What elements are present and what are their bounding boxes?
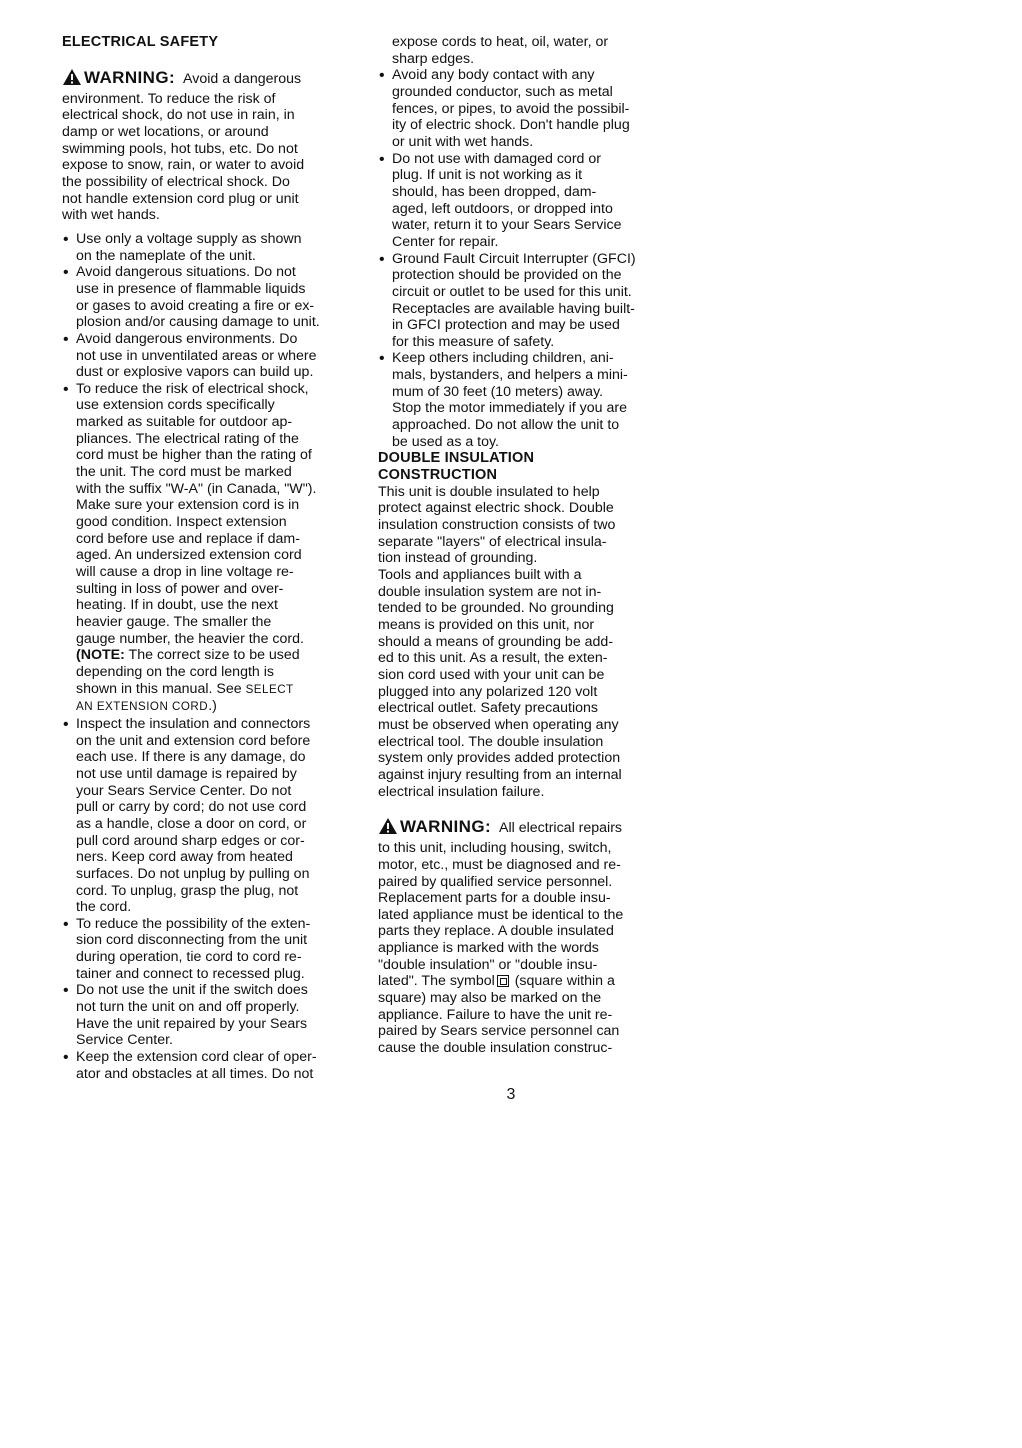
text-line: or gases to avoid creating a fire or ex- [76,297,315,314]
warning-triangle-icon [62,68,82,91]
text-line: Use only a voltage supply as shown [76,230,302,247]
text-line: with wet hands. [62,207,160,224]
text-line: Keep the extension cord clear of oper- [76,1049,317,1066]
text-line: This unit is double insulated to help [378,483,600,500]
text-line: To reduce the possibility of the exten- [76,915,311,932]
text-line: the cord. [76,899,132,916]
text-line: Do not use with damaged cord or [392,150,601,167]
text-line: parts they replace. A double insulated [378,923,614,940]
text-line: cord must be higher than the rating of [76,447,312,464]
warning-triangle-icon [378,817,398,840]
text-line: tainer and connect to recessed plug. [76,965,305,982]
note-close: .) [208,698,217,715]
text-line: system only provides added protection [378,750,621,767]
bullet-icon: • [379,67,385,85]
text-line: not turn the unit on and off properly. [76,999,300,1016]
bullet-icon: • [63,264,69,282]
text-line: circuit or outlet to be used for this unit. [392,283,632,300]
text-line: ator and obstacles at all times. Do not [76,1065,314,1082]
bullet-icon: • [63,715,69,733]
text-line: square) may also be marked on the [378,990,602,1007]
warning-label: WARNING: [400,817,492,837]
text-line: against injury resulting from an internal [378,766,622,783]
text-line: electrical tool. The double insulation [378,733,604,750]
text-line: tended to be grounded. No grounding [378,600,614,617]
text-line: be used as a toy. [392,433,500,450]
text-line: water, return it to your Sears Service [392,217,622,234]
bullet-item [62,1049,352,1082]
bullet-icon: • [63,230,69,248]
bullet-icon: • [379,250,385,268]
text-line: ners. Keep cord away from heated [76,849,293,866]
warning-body [378,840,670,1057]
bullet-item [378,251,670,351]
text-line: aged. An undersized extension cord [76,547,302,564]
text-line: pliances. The electrical rating of the [76,430,299,447]
text-line: should, has been dropped, dam- [392,183,597,200]
text-line: Keep others including children, ani- [392,350,614,367]
text-line: cord before use and replace if dam- [76,530,300,547]
text-line: use in presence of flammable liquids [76,280,306,297]
bullet-item [378,67,670,150]
bullet-item [378,350,670,450]
double-insulation-symbol-icon [497,975,509,987]
text-line: on the unit and extension cord before [76,732,311,749]
text-line: Avoid any body contact with any [392,67,595,84]
text-line: pull or carry by cord; do not use cord [76,799,307,816]
text-line: Do not use the unit if the switch does [76,982,308,999]
text-line: plug. If unit is not working as it [392,167,583,184]
text-line: cause the double insulation construc- [378,1040,613,1057]
paragraph [378,484,670,567]
section-heading-electrical-safety: ELECTRICAL SAFETY [62,34,219,50]
text-line: environment. To reduce the risk of [62,90,276,107]
text-line: on the nameplate of the unit. [76,247,256,264]
bullet-icon: • [63,330,69,348]
text-line: grounded conductor, such as metal [392,83,613,100]
note-ref-line [76,681,352,699]
warning-text: All electrical repairs [499,820,623,837]
note-paren: ( [76,647,81,664]
text-line: Inspect the insulation and connectors [76,715,311,732]
warning-text: Avoid a dangerous [183,70,302,87]
text-line: as a handle, close a door on cord, or [76,815,307,832]
text-line: electrical shock, do not use in rain, in [62,107,295,124]
text-span: (square within a [510,973,615,990]
bullet-icon: • [379,150,385,168]
text-line: for this measure of safety. [392,333,555,350]
text-line: in GFCI protection and may be used [392,317,620,334]
text-line: not use in unventilated areas or where [76,347,317,364]
note-text: The correct size to be used [124,647,300,664]
symbol-line [378,973,670,990]
text-line: appliance is marked with the words [378,940,599,957]
text-line: paired by Sears service personnel can [378,1023,620,1040]
text-line: damp or wet locations, or around [62,123,269,140]
text-line: tion instead of grounding. [378,550,538,567]
section-heading-double-insulation: DOUBLE INSULATION [378,450,535,467]
bullet-icon: • [63,915,69,933]
bullet-item [62,381,352,716]
text-line: Avoid dangerous situations. Do not [76,264,296,281]
text-line: Make sure your extension cord is in [76,497,300,514]
text-line: must be observed when operating any [378,716,619,733]
bullet-icon: • [63,1049,69,1067]
text-line: each use. If there is any damage, do [76,749,306,766]
note-line [76,647,352,664]
text-span: lated". The symbol [378,973,495,990]
text-line: approached. Do not allow the unit to [392,417,620,434]
bullet-icon: • [63,982,69,1000]
text-line: Avoid dangerous environments. Do [76,330,298,347]
text-line: plosion and/or causing damage to unit. [76,314,320,331]
text-line: Service Center. [76,1032,173,1049]
text-line: paired by qualified service personnel. [378,873,613,890]
text-line: pull cord around sharp edges or cor- [76,832,305,849]
bullet-item [378,151,670,251]
text-line: double insulation system are not in- [378,583,602,600]
text-line: Tools and appliances built with a [378,567,582,583]
text-line: dust or explosive vapors can build up. [76,364,314,381]
note-ref-line [76,698,352,716]
text-line: plugged into any polarized 120 volt [378,683,598,700]
warning-block [378,817,670,840]
bullet-icon: • [379,350,385,368]
text-line: ity of electric shock. Don't handle plug [392,117,630,134]
text-line: appliance. Failure to have the unit re- [378,1006,613,1023]
text-line: electrical outlet. Safety precautions [378,700,599,717]
text-line: cord. To unplug, grasp the plug, not [76,882,299,899]
text-line: "double insulation" or "double insu- [378,956,598,973]
text-line: good condition. Inspect extension [76,514,287,531]
text-line: the unit. The cord must be marked [76,464,292,481]
text-line: your Sears Service Center. Do not [76,782,292,799]
bullet-item [62,331,352,381]
text-line: ed to this unit. As a result, the exten- [378,650,608,667]
text-line: sion cord used with your unit can be [378,666,605,683]
text-line: motor, etc., must be diagnosed and re- [378,856,621,873]
text-line: separate "layers" of electrical insula- [378,533,607,550]
bullet-item [62,916,352,983]
text-line: Ground Fault Circuit Interrupter (GFCI) [392,250,636,267]
warning-body [62,91,352,224]
text-line: insulation construction consists of two [378,517,616,534]
text-line: aged, left outdoors, or dropped into [392,200,613,217]
section-heading-construction: CONSTRUCTION [378,467,498,484]
bullet-continuation [378,34,670,67]
text-line: depending on the cord length is [76,663,274,680]
cross-reference: SELECT [245,682,294,696]
text-line: mum of 30 feet (10 meters) away. [392,383,604,400]
text-line: Replacement parts for a double insu- [378,890,611,907]
text-line: heating. If in doubt, use the next [76,597,278,614]
text-line: means is provided on this unit, nor [378,616,595,633]
text-line: swimming pools, hot tubs, etc. Do not [62,140,298,157]
text-line: protection should be provided on the [392,267,622,284]
text-line: use extension cords specifically [76,397,275,414]
text-line: should a means of grounding be add- [378,633,614,650]
text-line: to this unit, including housing, switch, [378,840,612,857]
bullet-icon: • [63,380,69,398]
left-column [62,34,352,1082]
text-line: fences, or pipes, to avoid the possibil- [392,100,630,117]
text-line: lated appliance must be identical to the [378,906,624,923]
bullet-item [62,982,352,1049]
text-line: Stop the motor immediately if you are [392,400,627,417]
text-line: sion cord disconnecting from the unit [76,932,308,949]
text-line: the possibility of electrical shock. Do [62,173,290,190]
text-line: sharp edges. [392,50,475,67]
text-line: during operation, tie cord to cord re- [76,949,302,966]
text-line: gauge number, the heavier the cord. [76,630,304,647]
note-text: shown in this manual. See [76,680,246,697]
warning-block [62,68,352,91]
paragraph [378,567,670,800]
text-line: will cause a drop in line voltage re- [76,564,294,581]
text-line: or unit with wet hands. [392,133,534,150]
warning-label: WARNING: [84,67,176,87]
right-column [378,34,670,1057]
cross-reference: AN EXTENSION CORD [76,700,209,714]
text-line: Receptacles are available having built- [392,300,635,317]
text-line: protect against electric shock. Double [378,500,614,517]
text-line: heavier gauge. The smaller the [76,614,272,630]
bullet-item [62,716,352,916]
text-line: sulting in loss of power and over- [76,580,284,597]
text-line: surfaces. Do not unplug by pulling on [76,865,310,882]
text-line: with the suffix "W-A" (in Canada, "W"). [76,480,317,497]
text-line: mals, bystanders, and helpers a mini- [392,367,628,384]
text-line: Center for repair. [392,233,499,250]
page-number: 3 [506,1086,516,1103]
text-line: expose cords to heat, oil, water, or [392,34,609,50]
text-line: not handle extension cord plug or unit [62,190,299,207]
bullet-item [62,231,352,264]
text-line: marked as suitable for outdoor ap- [76,414,293,431]
note-label: NOTE: [80,647,125,664]
bullet-item [62,264,352,331]
text-line: Have the unit repaired by your Sears [76,1015,308,1032]
text-line: To reduce the risk of electrical shock, [76,380,309,397]
text-line: expose to snow, rain, or water to avoid [62,157,305,174]
text-line: electrical insulation failure. [378,783,545,800]
text-line: not use until damage is repaired by [76,765,297,782]
